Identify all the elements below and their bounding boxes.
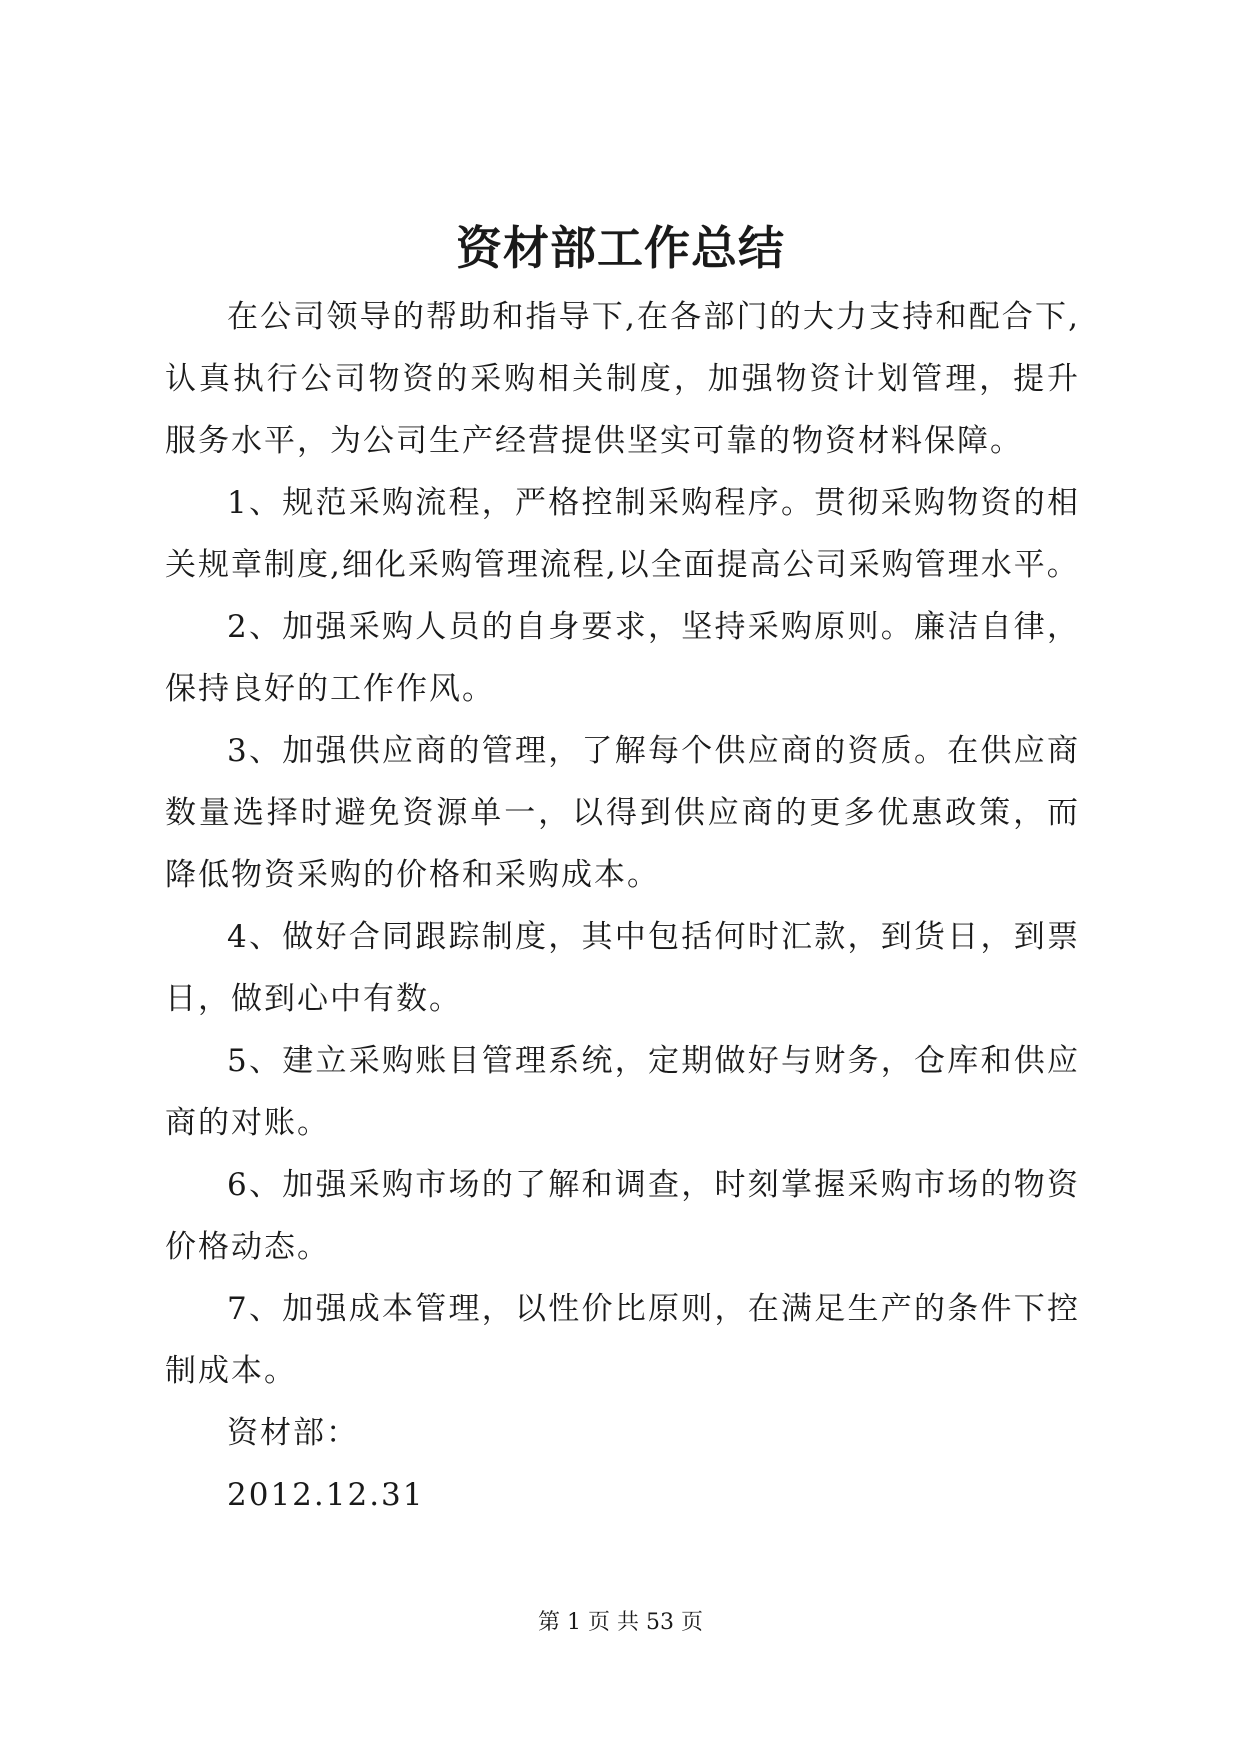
intro-paragraph: 在公司领导的帮助和指导下,在各部门的大力支持和配合下,认真执行公司物资的采购相关制度，加强物资计划管理，提升服务水平，为公司生产经营提供坚实可靠的物资材料保障。 [165,299,1080,459]
list-item-1: 1、规范采购流程，严格控制采购程序。贯彻采购物资的相关规章制度,细化采购管理流程,以全面提高公司采购管理水平。 [165,485,1080,583]
list-item-2: 2、加强采购人员的自身要求，坚持采购原则。廉洁自律，保持良好的工作作风。 [165,609,1080,707]
list-item-6: 6、加强采购市场的了解和调查，时刻掌握采购市场的物资价格动态。 [165,1167,1080,1265]
document-body [165,286,1080,1526]
list-item-3: 3、加强供应商的管理，了解每个供应商的资质。在供应商数量选择时避免资源单一，以得到供应商的更多优惠政策，而降低物资采购的价格和采购成本。 [165,733,1080,893]
signature-date: 2012.12.31 [227,1477,425,1513]
list-item-7: 7、加强成本管理，以性价比原则，在满足生产的条件下控制成本。 [165,1291,1080,1389]
list-item-4: 4、做好合同跟踪制度，其中包括何时汇款，到货日，到票日，做到心中有数。 [165,919,1080,1017]
signature-department: 资材部： [227,1415,359,1451]
page-footer: 第 1 页 共 53 页 [538,1610,703,1635]
list-item-5: 5、建立采购账目管理系统，定期做好与财务，仓库和供应商的对账。 [165,1043,1080,1141]
page-title: 资材部工作总结 [456,221,785,275]
